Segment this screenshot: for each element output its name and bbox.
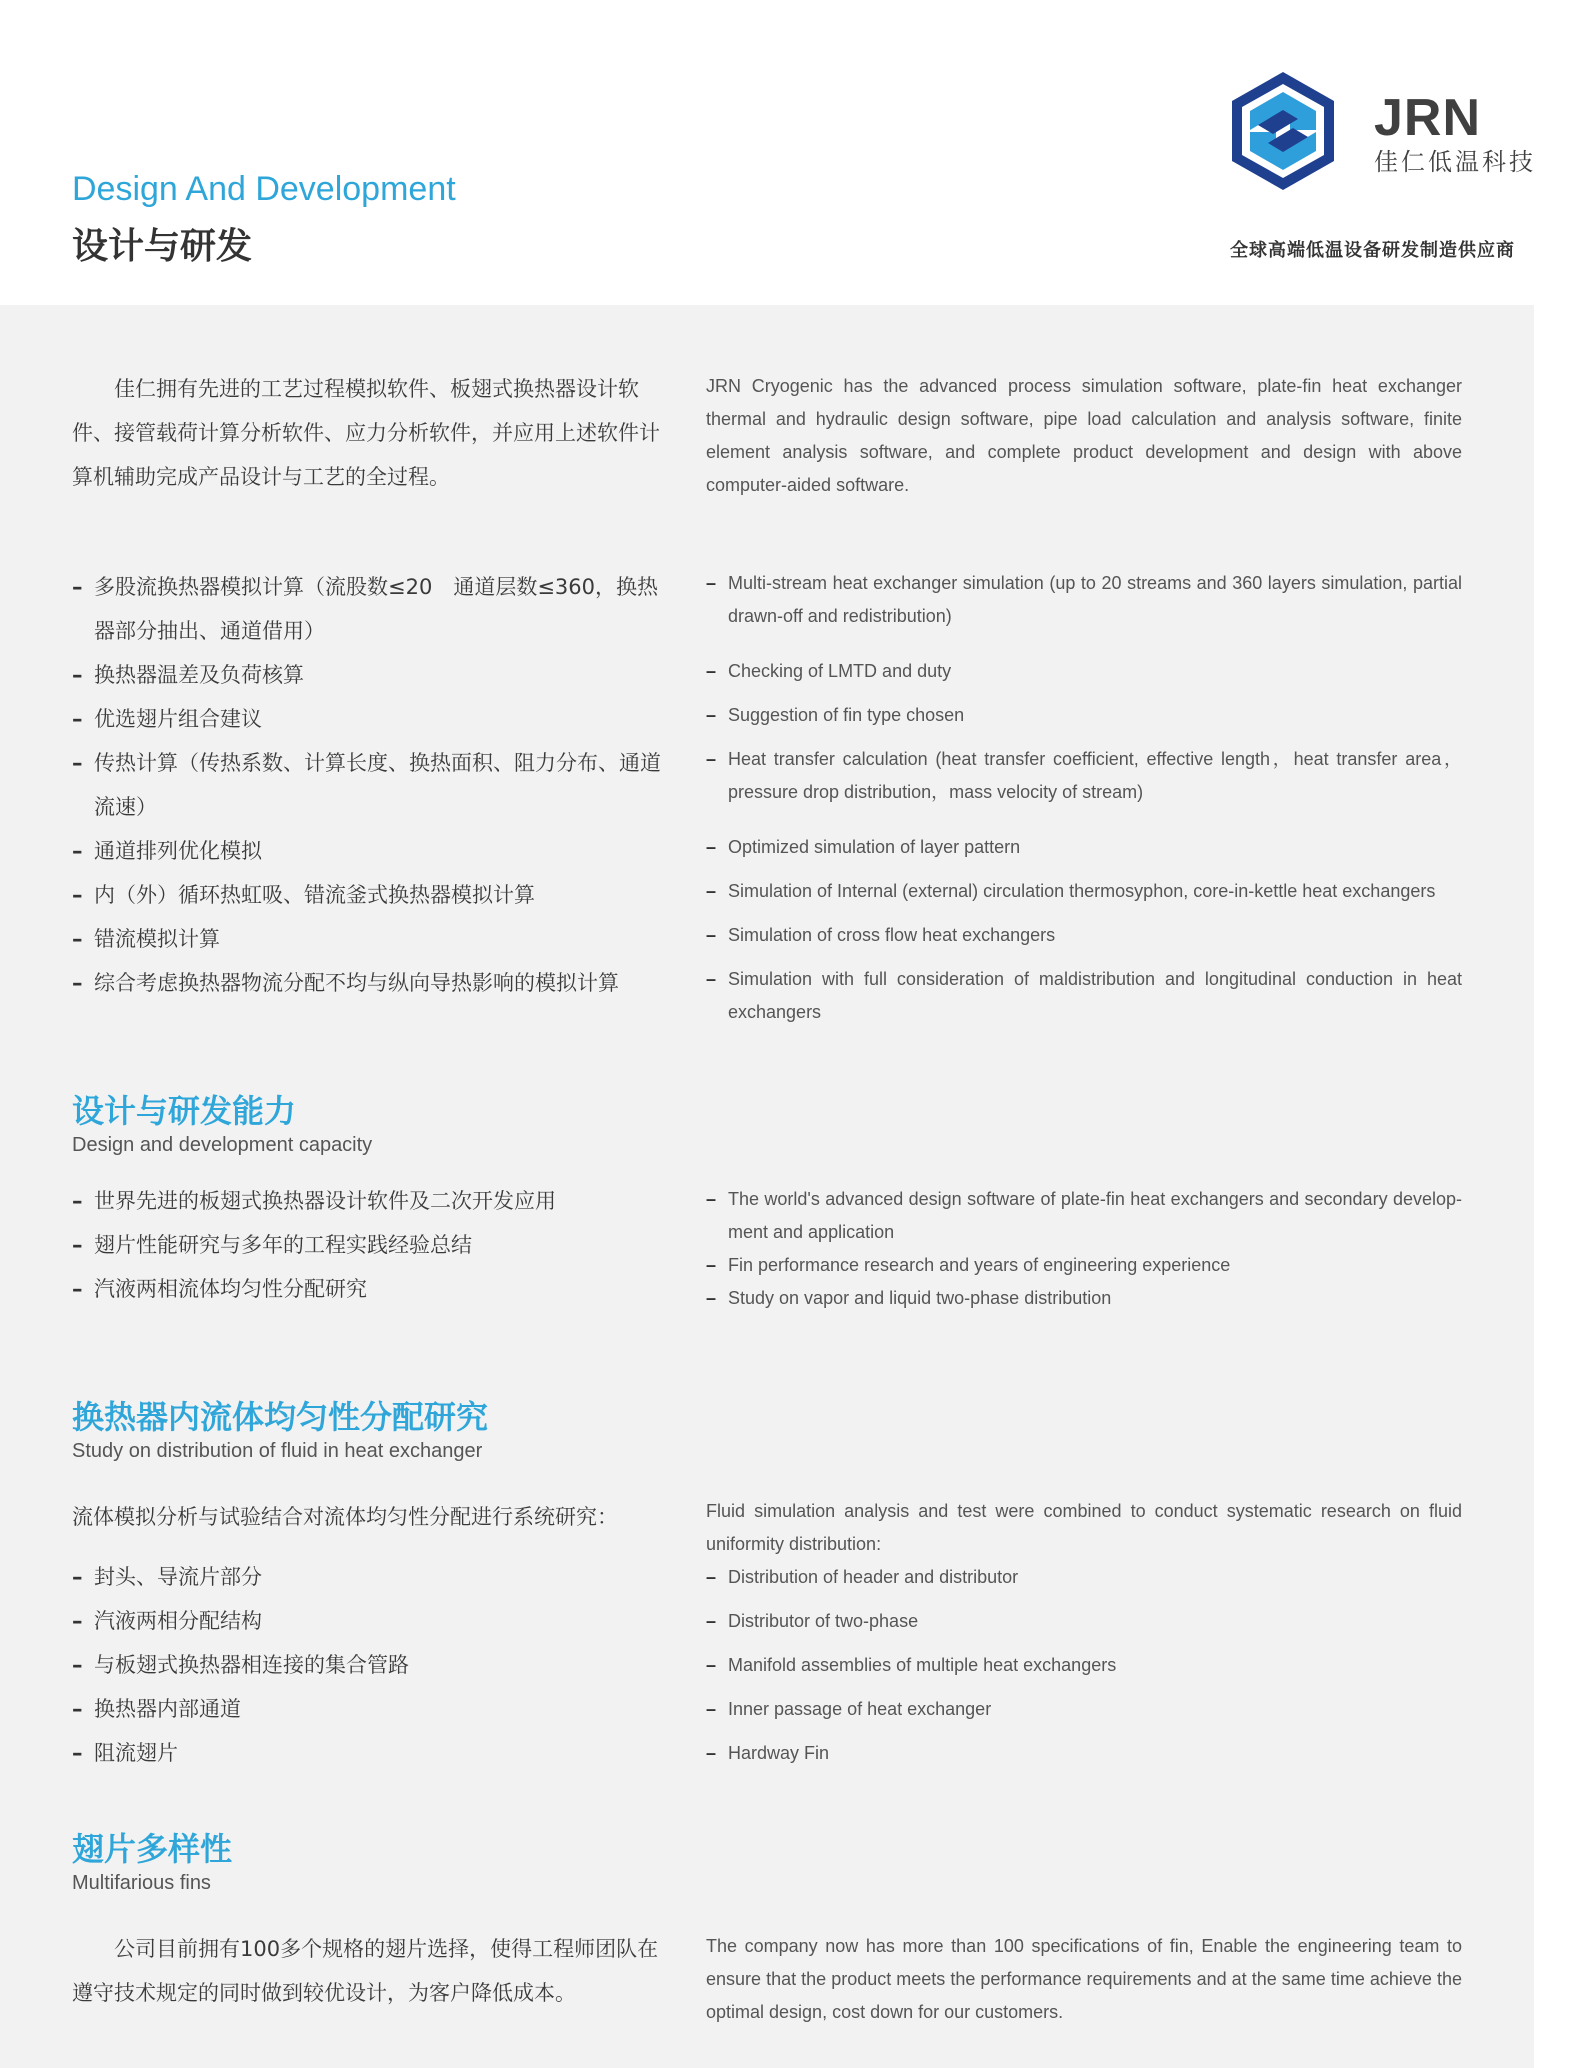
list-item: – Simulation of Internal (external) circulation thermosyphon, core-in-kettle heat exchangers bbox=[706, 881, 1436, 901]
intro-en: JRN Cryogenic has the advanced process simulation software, plate-fin heat exchanger thermal and hydraulic design software, pipe load calculation and analysis software, finite element analysis software, and complete product development and design with above computer-aided software. bbox=[706, 376, 1462, 495]
company-tagline: 全球高端低温设备研发制造供应商 bbox=[1230, 240, 1515, 261]
distribution-heading bbox=[72, 1397, 488, 1465]
section-title-zh: 换热器内流体均匀性分配研究 bbox=[72, 1398, 489, 1436]
intro-zh: 佳仁拥有先进的工艺过程模拟软件、板翅式换热器设计软件、接管载荷计算分析软件、应力分析软件，并应用上述软件计算机辅助完成产品设计与工艺的全过程。 bbox=[72, 377, 660, 489]
distribution-en-list bbox=[706, 1561, 1462, 1770]
list-item: – 传热计算（传热系数、计算长度、换热面积、阻力分布、通道流速） bbox=[72, 751, 661, 819]
capacity-heading bbox=[72, 1091, 372, 1159]
capacity-en-list bbox=[706, 1183, 1462, 1315]
list-item: – Simulation of cross flow heat exchangers bbox=[706, 925, 1056, 945]
list-item: – 优选翅片组合建议 bbox=[72, 707, 262, 731]
capacity-zh-list bbox=[72, 1179, 666, 1311]
list-item: – 综合考虑换热器物流分配不均与纵向导热影响的模拟计算 bbox=[72, 971, 619, 995]
page-title-zh: 设计与研发 bbox=[72, 226, 253, 267]
page-title-en: Design And Development bbox=[72, 170, 456, 208]
features-en-list bbox=[706, 567, 1462, 1029]
list-item: – Optimized simulation of layer pattern bbox=[706, 837, 1021, 857]
section-title-zh: 设计与研发能力 bbox=[72, 1092, 297, 1130]
section-title-en: Design and development capacity bbox=[72, 1134, 373, 1156]
list-item: – 多股流换热器模拟计算（流股数≤20 通道层数≤360，换热器部分抽出、通道借用） bbox=[72, 575, 658, 643]
content-area bbox=[0, 305, 1534, 2068]
list-item: – 封头、导流片部分 bbox=[72, 1565, 262, 1589]
list-item: – Fin performance research and years of engineering experience bbox=[706, 1255, 1231, 1275]
distribution-lead-en: Fluid simulation analysis and test were combined to conduct systematic research on fluid uniformity distribution: bbox=[706, 1501, 1462, 1554]
list-item: – Checking of LMTD and duty bbox=[706, 661, 952, 681]
list-item: – Manifold assemblies of multiple heat exchangers bbox=[706, 1655, 1117, 1675]
section-title-en: Multifarious fins bbox=[72, 1872, 211, 1894]
list-item: – 汽液两相流体均匀性分配研究 bbox=[72, 1277, 367, 1301]
list-item: – 汽液两相分配结构 bbox=[72, 1609, 262, 1633]
list-item: – The world's advanced design software of plate-fin heat exchangers and secondary develop-ment and application bbox=[706, 1189, 1462, 1242]
list-item: – Inner passage of heat exchanger bbox=[706, 1699, 992, 1719]
logo-wordmark: JRN bbox=[1374, 89, 1482, 147]
list-item: – Simulation with full consideration of maldistribution and longitudinal conduction in heat exchangers bbox=[706, 969, 1462, 1022]
page-header bbox=[0, 0, 1573, 305]
section-title-en: Study on distribution of fluid in heat exchanger bbox=[72, 1440, 483, 1462]
distribution-zh-list bbox=[72, 1555, 666, 1775]
list-item: – 翅片性能研究与多年的工程实践经验总结 bbox=[72, 1233, 472, 1257]
logo-chinese-name: 佳仁低温科技 bbox=[1374, 148, 1536, 176]
list-item: – Distributor of two-phase bbox=[706, 1611, 919, 1631]
section-title-zh: 翅片多样性 bbox=[72, 1830, 233, 1868]
fins-en: The company now has more than 100 specifications of fin, Enable the engineering team to ensure that the product meets the performance requirements and at the same time achieve the optimal design, cost down for our customers. bbox=[706, 1936, 1462, 2022]
list-item: – Suggestion of fin type chosen bbox=[706, 705, 965, 725]
list-item: – Hardway Fin bbox=[706, 1743, 830, 1763]
fins-heading bbox=[72, 1829, 232, 1897]
list-item: – 换热器温差及负荷核算 bbox=[72, 663, 304, 687]
list-item: – Multi-stream heat exchanger simulation (up to 20 streams and 360 layers simulation, partial drawn-off and redistribution) bbox=[706, 573, 1462, 626]
list-item: – 与板翅式换热器相连接的集合管路 bbox=[72, 1653, 409, 1677]
list-item: – 换热器内部通道 bbox=[72, 1697, 241, 1721]
list-item: – 世界先进的板翅式换热器设计软件及二次开发应用 bbox=[72, 1189, 556, 1213]
features-zh-list bbox=[72, 565, 666, 1005]
list-item: – Heat transfer calculation (heat transfer coefficient, effective length，heat transfer area，pressure drop distribution，mass velocity of stream) bbox=[706, 749, 1462, 802]
list-item: – 错流模拟计算 bbox=[72, 927, 220, 951]
distribution-lead-zh: 流体模拟分析与试验结合对流体均匀性分配进行系统研究： bbox=[72, 1505, 618, 1529]
list-item: – 内（外）循环热虹吸、错流釜式换热器模拟计算 bbox=[72, 883, 535, 907]
list-item: – 阻流翅片 bbox=[72, 1741, 178, 1765]
jrn-hexagon-logo-icon bbox=[1228, 70, 1338, 192]
list-item: – 通道排列优化模拟 bbox=[72, 839, 262, 863]
list-item: – Distribution of header and distributor bbox=[706, 1567, 1019, 1587]
fins-zh: 公司目前拥有100多个规格的翅片选择，使得工程师团队在遵守技术规定的同时做到较优设计，为客户降低成本。 bbox=[72, 1937, 659, 2005]
list-item: – Study on vapor and liquid two-phase distribution bbox=[706, 1288, 1112, 1308]
